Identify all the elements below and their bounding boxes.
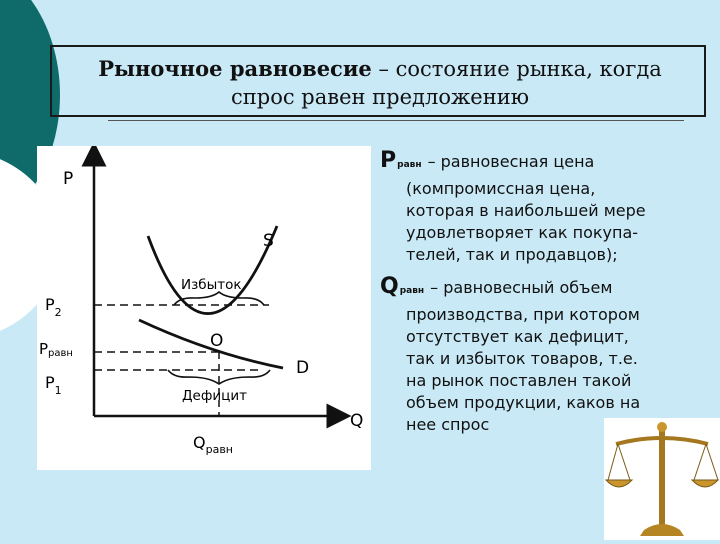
x-axis-label: Q xyxy=(350,411,364,431)
tick-p2 xyxy=(45,295,62,319)
title-underline xyxy=(108,120,684,121)
supply-label: S xyxy=(263,231,274,251)
demand-label: D xyxy=(296,358,310,378)
quantity-symbol: Q xyxy=(380,274,399,299)
title-line-2: спрос равен предложению xyxy=(231,85,529,109)
tick-p2-sub: 2 xyxy=(54,306,62,319)
equilibrium-point-label: O xyxy=(210,331,224,351)
tick-qeq xyxy=(193,433,233,456)
title-term: Рыночное равновесие xyxy=(98,56,372,81)
definition-price-head xyxy=(380,150,710,176)
balance-scales-icon xyxy=(604,418,720,540)
y-axis-label: P xyxy=(63,169,74,189)
tick-p1-sub: 1 xyxy=(54,384,62,397)
tick-peq-sub: равн xyxy=(48,348,73,359)
surplus-label: Избыток xyxy=(181,277,242,293)
tick-p1-main: P xyxy=(45,373,55,392)
price-definition-lead: – равновесная цена xyxy=(427,152,595,171)
quantity-definition-lead: – равновесный объем xyxy=(430,278,613,297)
definition-quantity xyxy=(380,276,710,436)
price-definition-text: (компромиссная цена, которая в наибольшей мере удовлетворяет как покупа- телей, так и продавцов); xyxy=(406,179,646,264)
definitions-list xyxy=(380,150,710,436)
tick-peq-main: P xyxy=(39,340,49,358)
title-definition-part-1: – состояние рынка, когда xyxy=(371,57,662,81)
definition-price xyxy=(380,150,710,266)
slide-title xyxy=(60,55,700,111)
title-line-1 xyxy=(60,55,700,83)
diagram-svg xyxy=(37,146,371,470)
quantity-definition-text: производства, при котором отсутствует как дефицит, так и избыток товаров, т.е. на рынок поставлен такой объем продукции, каков на нее спрос xyxy=(406,305,641,434)
price-symbol: P xyxy=(380,148,397,173)
quantity-subscript: равн xyxy=(399,286,425,296)
definition-quantity-head xyxy=(380,276,710,302)
deficit-label: Дефицит xyxy=(182,388,247,404)
tick-peq xyxy=(39,340,73,359)
surplus-brace xyxy=(174,292,264,305)
tick-p2-main: P xyxy=(45,295,55,314)
tick-p1 xyxy=(45,373,62,397)
scales-svg xyxy=(604,418,720,540)
price-subscript: равн xyxy=(397,160,422,170)
equilibrium-diagram xyxy=(37,146,371,470)
tick-qeq-main: Q xyxy=(193,433,206,452)
tick-qeq-sub: равн xyxy=(205,443,233,456)
